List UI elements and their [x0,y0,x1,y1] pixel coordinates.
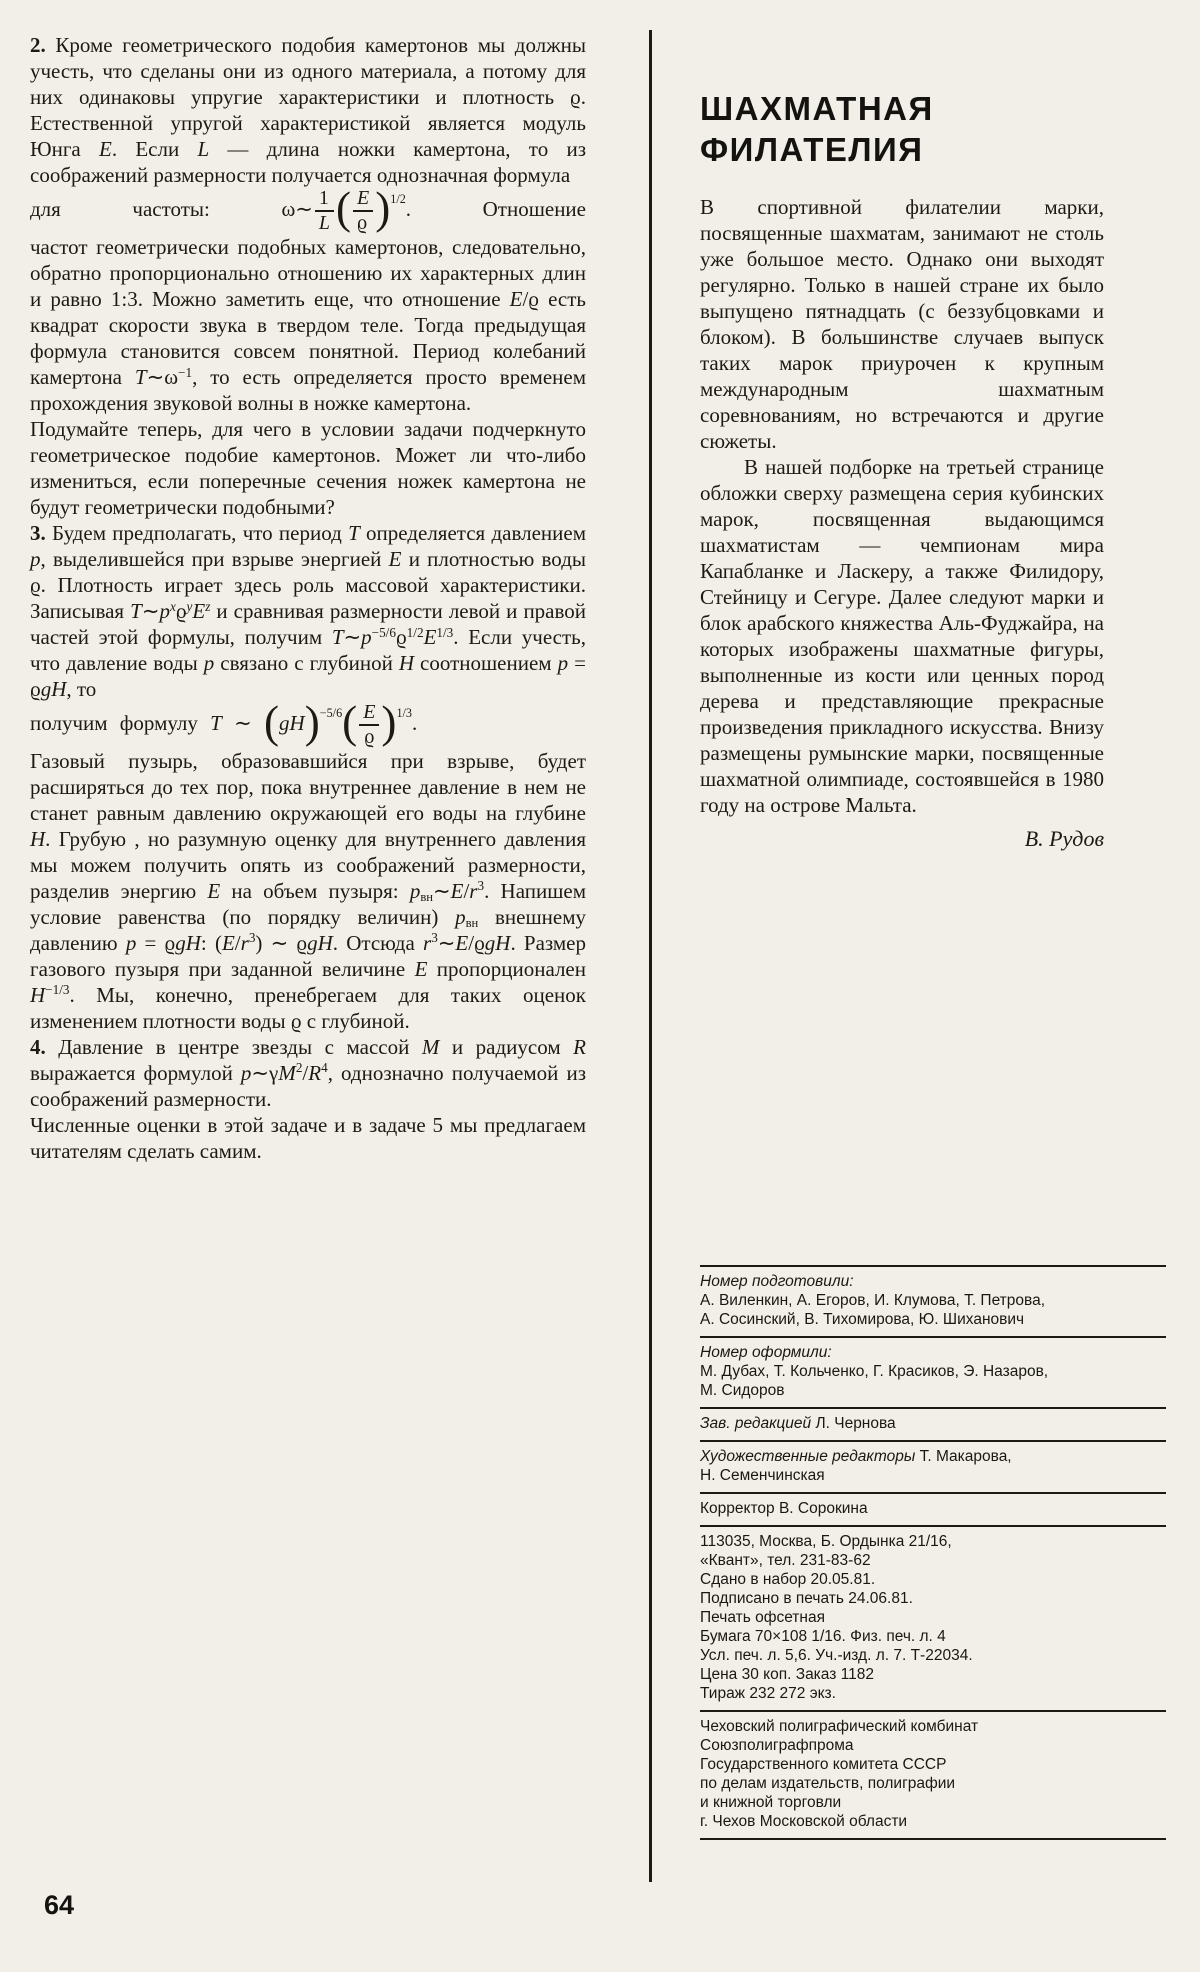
paragraph-frequency-ratio: частот геометрически подобных камертонов, следовательно, обратно пропорционально отношению их характерных длин и равно 1:3. Можно заметить еще, что отношение E/ϱ есть квадрат скорости звука в твердом теле. Тогда предыдущая формула становится совсем понятной. Период колебаний камертона $T\sim\omega^{-1}$, то есть определяется просто временем прохождения звуковой волны в ножке камертона. [30,234,586,415]
separator-rule [700,1838,1166,1840]
separator-rule [700,1407,1166,1409]
separator-rule [700,1336,1166,1338]
separator-rule [700,1710,1166,1712]
article-title [700,88,1166,170]
printer-block: Чеховский полиграфический комбинат Союзполиграфпрома Государственного комитета СССР по делам издательств, полиграфии и книжной торговли г. Чехов Московской области [700,1718,979,1830]
separator-rule [700,1440,1166,1442]
imprint-block: 113035, Москва, Б. Ордынка 21/16, «Квант», тел. 231-83-62 Сдано в набор 20.05.81. Подписано в печать 24.06.81. Печать офсетная Бумага 70×108 1/16. Физ. печ. л. 4 Усл. печ. л. 5,6. Уч.-изд. л. 7. Т-22034. Цена 30 коп. Заказ 1182 Тираж 232 272 экз. [700,1533,973,1702]
article-paragraph-2: В нашей подборке на третьей странице обложки сверху размещена серия кубинских марок, посвященная выдающимся шахматистам — чемпионам мира Капабланке и Ласкеру, а также Филидору, Стейницу и Сегуре. Далее следуют марки и блок арабского княжества Аль-Фуджайра, на которых изображены шахматные фигуры, выполненные из кости или ценных пород дерева и представляющие прекрасные произведения прикладного искусства. Внизу размещены румынские марки, посвященные шахматной олимпиаде, состоявшейся в 1980 году на острове Мальта. [700,455,1104,817]
credits-section [700,1260,1166,1845]
formula-frequency: для частоты: ω∼ $\frac{1}{L}$ ( $\frac{E}{ϱ}$ )$^{1/2}$. Отношение [30,183,586,234]
paragraph-numeric-estimates: Численные оценки в этой задаче и в задаче 5 мы предлагаем читателям сделать самим. [30,1112,586,1163]
credit-designed: Номер оформили: М. Дубах, Т. Кольченко, Г. Красиков, Э. Назаров, М. Сидоров [700,1344,1049,1399]
paragraph-problem-2: 2. Кроме геометрического подобия камертонов мы должны учесть, что сделаны они из одного материала, а потому для них одинаковы упругие характеристики и плотность ϱ. Естественной упругой характеристикой является модуль Юнга E. Если L — длина ножки камертона, то из соображений размерности получается однозначная формула [30,33,587,187]
paragraph-think-question: Подумайте теперь, для чего в условии задачи подчеркнуто геометрическое подобие камертонов. Может ли что-либо измениться, если поперечные сечения ножек камертона не будут геометрически подобными? [30,416,586,519]
credit-art-editors: Художественные редакторы Т. Макарова, Н. Семенчинская [700,1448,1012,1484]
paragraph-problem-4: 4. Давление в центре звезды с массой M и радиусом R выражается формулой $p\sim\gamma M^2/R^4$, однозначно получаемой из соображений размерности. [30,1034,586,1111]
separator-rule [700,1492,1166,1494]
right-column [700,88,1166,1830]
author-signature: В. Рудов [1024,826,1104,851]
article-paragraph-1: В спортивной филателии марки, посвященные шахматам, занимают не столь уже большое место. Однако они выходят регулярно. Только в нашей стране их было выпущено пятнадцать (с беззубцовками и блоком). В большинстве случаев выпуск таких марок приурочен к крупным международным шахматным соревнованиям, но встречаются и другие сюжеты. [700,195,1104,453]
separator-rule [700,1525,1166,1527]
separator-rule [700,1265,1166,1267]
left-column [30,32,586,1164]
formula-period: получим формулу T ∼ (gH)$^{-5/6}$( $\frac{E}{ϱ}$ )$^{1/3}$. [30,697,418,748]
paragraph-gas-bubble: Газовый пузырь, образовавшийся при взрыве, будет расширяться до тех пор, пока внутреннее давление в нем не станет равным давлению окружающей его воды на глубине H. Грубую , но разумную оценку для внутреннего давления мы можем получить опять из соображений размерности, разделив энергию E на объем пузыря: $p_{вн}\sim E/r^3$. Напишем условие равенства (по порядку величин) $p_{вн}$ внешнему давлению p = ϱgH: $(E/r^3)$ ∼ ϱgH. Отсюда $r^3\sim E$/ϱgH. Размер газового пузыря при заданной величине E пропорционален $H^{-1/3}$. Мы, конечно, пренебрегаем для таких оценок изменением плотности воды ϱ с глубиной. [30,748,587,1033]
credit-proofreader: Корректор В. Сорокина [700,1500,868,1517]
column-divider-rule [649,30,652,1882]
page-number: 64 [44,1890,75,1920]
credit-prepared: Номер подготовили: А. Виленкин, А. Егоров, И. Клумова, Т. Петрова, А. Сосинский, В. Тихомирова, Ю. Шиханович [700,1273,1046,1328]
article-title-line-2: ФИЛАТЕЛИЯ [700,131,924,168]
paragraph-problem-3: 3. Будем предполагать, что период T определяется давлением p, выделившейся при взрыве энергией E и плотностью воды ϱ. Плотность играет здесь роль массовой характеристики. Записывая $T\sim p^xϱ^yE^z$ и сравнивая размерности левой и правой частей этой формулы, получим $T\sim p^{-5/6}ϱ^{1/2}E^{1/3}$. Если учесть, что давление воды p связано с глубиной H соотношением p = ϱgH, то [30,520,587,701]
article-title-line-1: ШАХМАТНАЯ [700,90,934,127]
credit-managing-editor: Зав. редакцией Л. Чернова [700,1415,896,1432]
